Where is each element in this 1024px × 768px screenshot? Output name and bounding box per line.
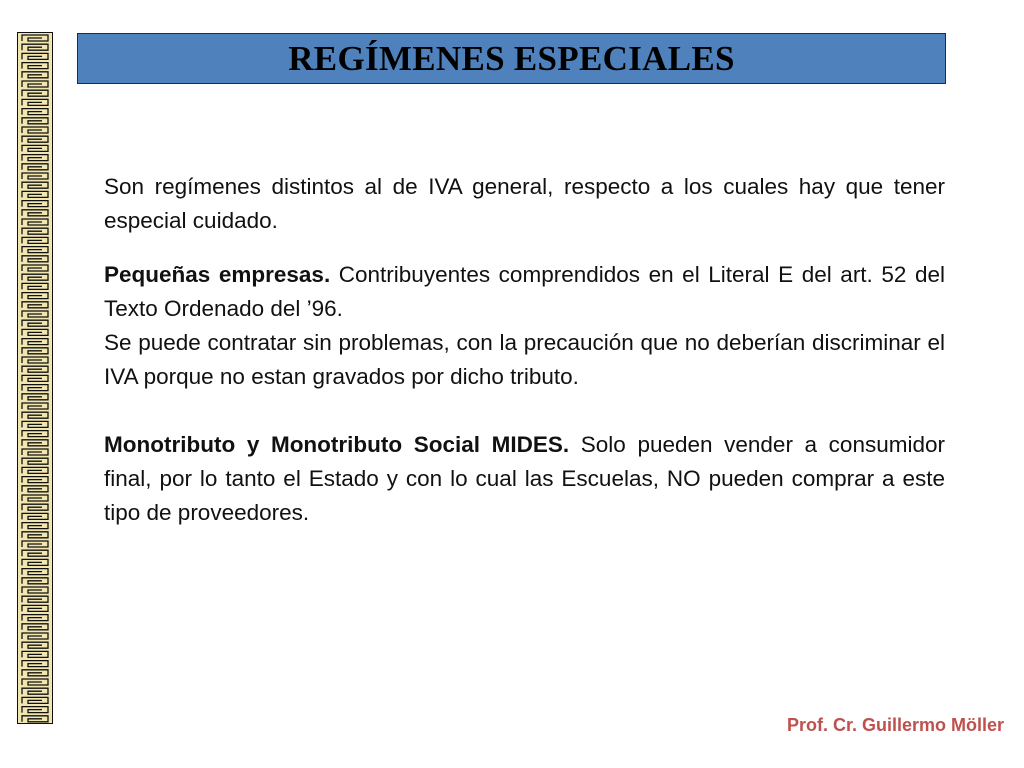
slide-title: REGÍMENES ESPECIALES — [288, 38, 735, 78]
greek-key-segment — [22, 486, 48, 492]
greek-key-segment — [22, 559, 48, 565]
greek-key-segment — [22, 440, 48, 446]
greek-key-segment — [22, 431, 48, 437]
greek-key-segment — [22, 532, 48, 538]
greek-key-segment — [22, 173, 48, 179]
greek-key-segment — [22, 302, 48, 308]
greek-key-segment — [22, 716, 48, 722]
greek-key-segment — [22, 569, 48, 575]
greek-key-segment — [22, 670, 48, 676]
greek-key-segment — [22, 274, 48, 280]
greek-key-segment — [22, 256, 48, 262]
greek-key-segment — [22, 136, 48, 142]
greek-key-segment — [22, 707, 48, 713]
greek-key-segment — [22, 697, 48, 703]
greek-key-segment — [22, 366, 48, 372]
greek-key-segment — [22, 320, 48, 326]
slide-body — [104, 170, 945, 530]
pequenas-heading: Pequeñas empresas. — [104, 262, 331, 287]
greek-key-border — [17, 32, 53, 724]
greek-key-segment — [22, 624, 48, 630]
greek-key-segment — [22, 63, 48, 69]
greek-key-segment — [22, 578, 48, 584]
greek-key-segment — [22, 385, 48, 391]
greek-key-segment — [22, 247, 48, 253]
greek-key-segment — [22, 72, 48, 78]
monotributo-text: Solo pueden vender a consumidor final, por lo tanto el Estado y con lo cual las Escuelas, NO pueden comprar a este tipo de proveedores. — [104, 432, 945, 525]
greek-key-segment — [22, 99, 48, 105]
greek-key-segment — [22, 210, 48, 216]
pequenas-followup: Se puede contratar sin problemas, con la precaución que no deberían discriminar el IVA porque no estan gravados por dicho tributo. — [104, 330, 945, 389]
greek-key-segment — [22, 164, 48, 170]
greek-key-segment — [22, 651, 48, 657]
intro-paragraph: Son regímenes distintos al de IVA general, respecto a los cuales hay que tener especial cuidado. — [104, 174, 945, 233]
greek-key-segment — [22, 201, 48, 207]
greek-key-segment — [22, 513, 48, 519]
greek-key-segment — [22, 403, 48, 409]
greek-key-segment — [22, 495, 48, 501]
greek-key-segment — [22, 81, 48, 87]
greek-key-segment — [22, 329, 48, 335]
greek-key-segment — [22, 605, 48, 611]
greek-key-segment — [22, 523, 48, 529]
monotributo-heading: Monotributo y Monotributo Social MIDES. — [104, 432, 570, 457]
greek-key-segment — [22, 237, 48, 243]
greek-key-segment — [22, 348, 48, 354]
greek-key-segment — [22, 477, 48, 483]
greek-key-segment — [22, 541, 48, 547]
greek-key-segment — [22, 504, 48, 510]
greek-key-segment — [22, 293, 48, 299]
greek-key-segment — [22, 587, 48, 593]
greek-key-segment — [22, 283, 48, 289]
greek-key-segment — [22, 615, 48, 621]
greek-key-segment — [22, 375, 48, 381]
greek-key-segment — [22, 394, 48, 400]
greek-key-segment — [22, 467, 48, 473]
title-banner — [77, 33, 946, 84]
greek-key-segment — [22, 155, 48, 161]
greek-key-segment — [22, 339, 48, 345]
greek-key-segment — [22, 53, 48, 59]
greek-key-segment — [22, 596, 48, 602]
greek-key-segment — [22, 688, 48, 694]
pequenas-text: Contribuyentes comprendidos en el Literal E del art. 52 del Texto Ordenado del ’96. — [104, 262, 946, 321]
greek-key-segment — [22, 145, 48, 151]
greek-key-segment — [22, 421, 48, 427]
greek-key-segment — [22, 127, 48, 133]
greek-key-pattern — [18, 33, 52, 723]
greek-key-segment — [22, 182, 48, 188]
monotributo-paragraph — [104, 428, 945, 530]
greek-key-segment — [22, 191, 48, 197]
greek-key-segment — [22, 265, 48, 271]
greek-key-segment — [22, 679, 48, 685]
greek-key-segment — [22, 311, 48, 317]
greek-key-segment — [22, 412, 48, 418]
greek-key-segment — [22, 219, 48, 225]
greek-key-segment — [22, 449, 48, 455]
greek-key-segment — [22, 458, 48, 464]
greek-key-segment — [22, 44, 48, 50]
greek-key-segment — [22, 109, 48, 115]
greek-key-segment — [22, 550, 48, 556]
greek-key-segment — [22, 35, 48, 41]
greek-key-segment — [22, 633, 48, 639]
greek-key-segment — [22, 357, 48, 363]
greek-key-segment — [22, 642, 48, 648]
greek-key-segment — [22, 118, 48, 124]
greek-key-segment — [22, 661, 48, 667]
pequenas-paragraph — [104, 258, 945, 326]
author-footer: Prof. Cr. Guillermo Möller — [786, 715, 1004, 735]
greek-key-segment — [22, 90, 48, 96]
greek-key-segment — [22, 228, 48, 234]
